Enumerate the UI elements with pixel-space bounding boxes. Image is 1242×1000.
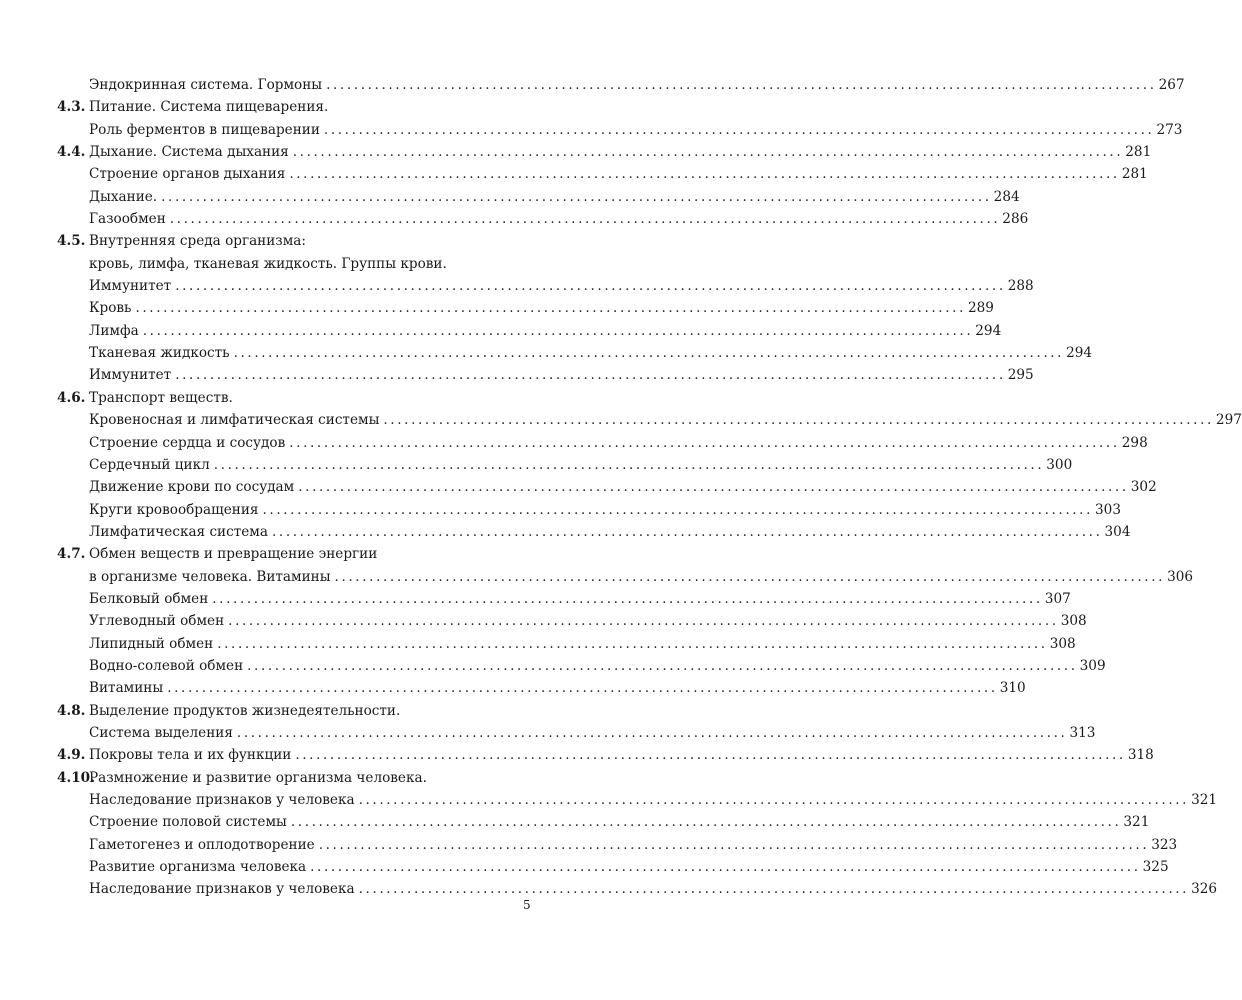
- entry-title: Строение половой системы: [89, 814, 287, 831]
- dot-leader: ........................................................................................................................: [247, 657, 1078, 674]
- toc-entry: [57, 342, 1093, 364]
- toc-entry: [57, 633, 1076, 655]
- entry-title: Размножение и развитие организма человека.: [89, 769, 427, 786]
- entry-line: [89, 834, 1178, 856]
- toc-entry: [57, 409, 1242, 431]
- toc-entry: [57, 655, 1106, 677]
- dot-leader: ........................................................................................................................: [310, 859, 1141, 876]
- toc-entry: [57, 610, 1087, 632]
- entry-line: [89, 409, 1242, 431]
- entry-page: 298: [1121, 434, 1148, 451]
- entry-page: 297: [1215, 412, 1242, 429]
- entry-line: [89, 767, 427, 789]
- entry-page: 321: [1123, 814, 1150, 831]
- entry-page: 295: [1007, 367, 1034, 384]
- entry-line: [89, 186, 1020, 208]
- toc-entry: [57, 163, 1148, 185]
- entry-line: [89, 275, 1034, 297]
- entry-title: Строение сердца и сосудов: [89, 434, 286, 451]
- entry-line: [89, 722, 1096, 744]
- entry-page: 284: [993, 188, 1020, 205]
- toc-entry: [57, 566, 1194, 588]
- toc-entry: [57, 677, 1026, 699]
- entry-page: 303: [1095, 501, 1121, 518]
- toc-entry: [57, 588, 1071, 610]
- entry-line: [89, 320, 1002, 342]
- section-number: 4.3.: [57, 99, 86, 116]
- entry-line: [89, 297, 994, 319]
- dot-leader: ........................................................................................................................: [228, 613, 1059, 630]
- toc-entry: [57, 432, 1148, 454]
- entry-line: [89, 677, 1026, 699]
- entry-page: 323: [1151, 836, 1178, 853]
- toc-entry: [57, 96, 531, 118]
- entry-title: Кровеносная и лимфатическая системы: [89, 412, 380, 429]
- entry-line: [89, 811, 1150, 833]
- entry-page: 318: [1127, 747, 1154, 764]
- entry-title: Строение органов дыхания: [89, 166, 286, 183]
- toc-entry: [57, 856, 1169, 878]
- toc-entry: [57, 74, 1185, 96]
- entry-title: Иммунитет: [89, 367, 172, 384]
- section-number: 4.10.: [57, 769, 95, 786]
- section-number: 4.7.: [57, 546, 86, 563]
- entry-line: [89, 141, 1152, 163]
- entry-title: Витамины: [89, 680, 164, 697]
- dot-leader: ........................................................................................................................: [217, 635, 1048, 652]
- entry-line: [89, 789, 1218, 811]
- entry-line: [89, 633, 1076, 655]
- dot-leader: ........................................................................................................................: [289, 434, 1120, 451]
- entry-page: 326: [1191, 881, 1218, 898]
- entry-title: Лимфатическая система: [89, 523, 268, 540]
- section-number: 4.8.: [57, 702, 86, 719]
- entry-line: [89, 476, 1157, 498]
- entry-line: [89, 163, 1148, 185]
- entry-page: 304: [1104, 523, 1131, 540]
- entry-title: Дыхание.: [89, 188, 158, 205]
- section-number: 4.6.: [57, 389, 86, 406]
- toc-entry: [57, 789, 1218, 811]
- entry-title: Липидный обмен: [89, 635, 214, 652]
- entry-line: [89, 655, 1106, 677]
- entry-title: Эндокринная система. Гормоны: [89, 77, 323, 93]
- dot-leader: ........................................................................................................................: [383, 412, 1214, 429]
- toc-entry: [57, 543, 531, 565]
- dot-leader: ........................................................................................................................: [262, 501, 1094, 518]
- dot-leader: ........................................................................................................................: [318, 836, 1150, 853]
- entry-line: [89, 96, 328, 118]
- entry-title: в организме человека. Витамины: [89, 568, 331, 585]
- dot-leader: ........................................................................................................................: [334, 568, 1166, 585]
- entry-line: [89, 744, 1154, 766]
- dot-leader: ........................................................................................................................: [358, 881, 1190, 898]
- dot-leader: ........................................................................................................................: [271, 523, 1103, 540]
- entry-page: 306: [1167, 568, 1194, 585]
- entry-title: Водно-солевой обмен: [89, 657, 244, 674]
- entry-page: 309: [1079, 657, 1106, 674]
- entry-page: 267: [1158, 77, 1185, 93]
- section-number: 4.4.: [57, 144, 86, 161]
- entry-line: [89, 521, 1131, 543]
- dot-leader: ........................................................................................................................: [135, 300, 966, 317]
- toc-entry: [57, 700, 531, 722]
- entry-title: Иммунитет: [89, 278, 172, 295]
- toc-entry: [57, 186, 1020, 208]
- toc-entry: [57, 878, 1218, 900]
- entry-page: 310: [999, 680, 1026, 697]
- entry-page: 288: [1007, 278, 1034, 295]
- entry-title: Тканевая жидкость: [89, 345, 230, 362]
- entry-line: [89, 342, 1093, 364]
- entry-page: 308: [1060, 613, 1087, 630]
- entry-title: Покровы тела и их функции: [89, 747, 292, 764]
- entry-line: [89, 588, 1071, 610]
- section-number: 4.9.: [57, 747, 86, 764]
- toc-entry: [57, 744, 1154, 766]
- entry-line: [89, 74, 1185, 96]
- entry-title: Движение крови по сосудам: [89, 479, 295, 496]
- toc-entry: [57, 297, 994, 319]
- toc-entry: [57, 230, 531, 252]
- dot-leader: ........................................................................................................................: [358, 792, 1190, 808]
- toc-entry: [57, 476, 1157, 498]
- entry-line: [89, 119, 1183, 141]
- dot-leader: ........................................................................................................................: [233, 345, 1065, 362]
- dot-leader: ........................................................................................................................: [212, 590, 1043, 607]
- entry-line: [89, 700, 400, 722]
- dot-leader: ........................................................................................................................: [326, 77, 1157, 93]
- entry-title: кровь, лимфа, тканевая жидкость. Группы крови.: [89, 255, 447, 272]
- entry-title: Лимфа: [89, 322, 139, 339]
- dot-leader: ........................................................................................................................: [290, 814, 1122, 831]
- entry-line: [89, 230, 306, 252]
- entry-line: [89, 387, 233, 409]
- toc-entry: [57, 454, 1073, 476]
- entry-title: Развитие организма человека: [89, 859, 307, 876]
- entry-title: Наследование признаков у человека: [89, 881, 355, 898]
- entry-page: 294: [1066, 345, 1093, 362]
- entry-title: Газообмен: [89, 211, 166, 228]
- entry-line: [89, 856, 1169, 878]
- entry-page: 300: [1046, 456, 1073, 473]
- entry-title: Кровь: [89, 300, 132, 317]
- toc-entry: [57, 141, 1152, 163]
- entry-title: Белковый обмен: [89, 590, 209, 607]
- entry-line: [89, 432, 1148, 454]
- entry-title: Система выделения: [89, 724, 233, 741]
- toc-entry: [57, 320, 1002, 342]
- dot-leader: ........................................................................................................................: [169, 211, 1001, 228]
- entry-title: Углеводный обмен: [89, 613, 225, 630]
- entry-title: Роль ферментов в пищеварении: [89, 121, 320, 138]
- entry-line: [89, 499, 1121, 521]
- entry-page: 286: [1002, 211, 1029, 228]
- entry-title: Внутренняя среда организма:: [89, 233, 306, 250]
- entry-page: 281: [1125, 144, 1152, 161]
- dot-leader: ........................................................................................................................: [142, 322, 974, 339]
- page-number: 5: [523, 898, 531, 912]
- toc-entry: [57, 722, 1096, 744]
- dot-leader: ........................................................................................................................: [175, 278, 1006, 295]
- toc-entry: [57, 275, 1034, 297]
- entry-line: [89, 454, 1073, 476]
- entry-title: Круги кровообращения: [89, 501, 259, 518]
- table-of-contents: [57, 74, 1242, 901]
- dot-leader: ........................................................................................................................: [175, 367, 1006, 384]
- entry-title: Наследование признаков у человека: [89, 792, 355, 808]
- dot-leader: ........................................................................................................................: [323, 121, 1155, 138]
- toc-entry: [57, 499, 1121, 521]
- entry-title: Транспорт веществ.: [89, 389, 233, 406]
- entry-line: [89, 208, 1029, 230]
- dot-leader: ........................................................................................................................: [292, 144, 1124, 161]
- entry-title: Дыхание. Система дыхания: [89, 144, 289, 161]
- entry-line: [89, 610, 1087, 632]
- entry-page: 308: [1049, 635, 1076, 652]
- dot-leader: ........................................................................................................................: [295, 747, 1126, 764]
- entry-title: Выделение продуктов жизнедеятельности.: [89, 702, 401, 719]
- toc-entry: [57, 811, 1150, 833]
- dot-leader: ........................................................................................................................: [289, 166, 1120, 183]
- toc-entry: [57, 767, 531, 789]
- entry-line: [89, 364, 1034, 386]
- toc-entry: [57, 208, 1029, 230]
- entry-page: 307: [1044, 590, 1071, 607]
- toc-entry: [57, 364, 1034, 386]
- entry-page: 325: [1142, 859, 1169, 876]
- dot-leader: ........................................................................................................................: [161, 188, 992, 205]
- toc-entry: [57, 119, 1183, 141]
- entry-page: 273: [1156, 121, 1183, 138]
- section-number: 4.5.: [57, 233, 86, 250]
- toc-entry: [57, 834, 1178, 856]
- toc-entry: [57, 387, 531, 409]
- entry-page: 289: [968, 300, 994, 317]
- entry-line: [89, 253, 447, 275]
- entry-line: [89, 566, 1194, 588]
- entry-title: Питание. Система пищеварения.: [89, 99, 329, 116]
- entry-page: 313: [1069, 724, 1096, 741]
- dot-leader: ........................................................................................................................: [213, 456, 1045, 473]
- entry-page: 321: [1191, 792, 1218, 808]
- toc-entry: [57, 253, 531, 275]
- entry-page: 302: [1130, 479, 1157, 496]
- entry-line: [89, 543, 377, 565]
- toc-entry: [57, 521, 1131, 543]
- dot-leader: ........................................................................................................................: [236, 724, 1068, 741]
- entry-title: Гаметогенез и оплодотворение: [89, 836, 315, 853]
- entry-page: 294: [975, 322, 1002, 339]
- entry-title: Сердечный цикл: [89, 456, 210, 473]
- entry-title: Обмен веществ и превращение энергии: [89, 546, 378, 563]
- dot-leader: ........................................................................................................................: [298, 479, 1129, 496]
- entry-line: [89, 878, 1218, 900]
- dot-leader: ........................................................................................................................: [167, 680, 998, 697]
- entry-page: 281: [1121, 166, 1148, 183]
